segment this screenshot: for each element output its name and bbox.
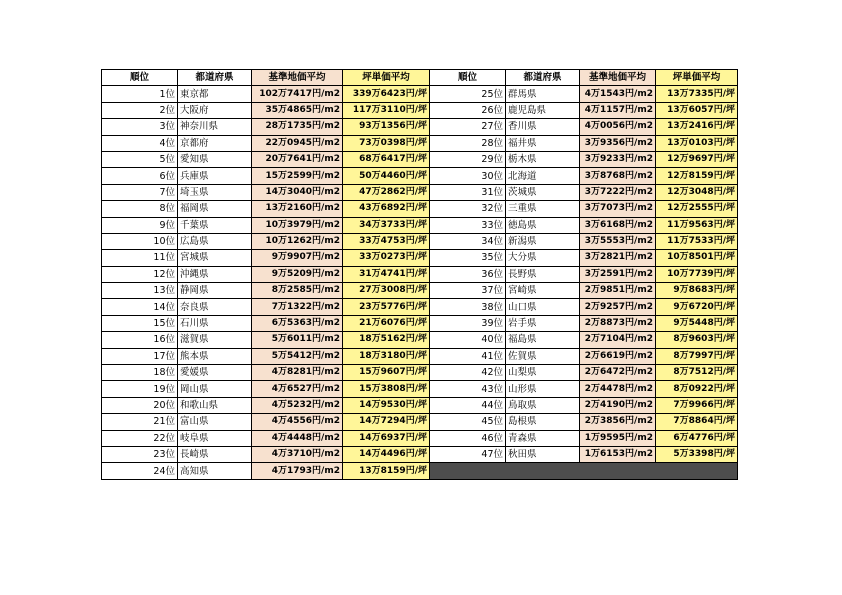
prefecture-cell: 滋賀県 [178,332,252,348]
land-price-cell: 2万9257円/m2 [580,299,656,315]
tsubo-price-cell: 13万2416円/坪 [656,119,738,135]
table-row [102,250,738,266]
land-price-cell: 28万1735円/m2 [252,119,343,135]
table-row [102,299,738,315]
prefecture-cell: 奈良県 [178,299,252,315]
land-price-cell: 10万1262円/m2 [252,233,343,249]
tsubo-price-cell: 11万9563円/坪 [656,217,738,233]
table-row [102,430,738,446]
land-price-cell: 4万3710円/m2 [252,446,343,462]
land-price-cell: 14万3040円/m2 [252,184,343,200]
tsubo-price-cell: 7万8864円/坪 [656,414,738,430]
prefecture-cell: 長崎県 [178,446,252,462]
prefecture-cell: 福岡県 [178,201,252,217]
tsubo-price-cell: 21万6076円/坪 [343,315,430,331]
rank-cell: 15位 [102,315,178,331]
tsubo-price-cell: 12万3048円/坪 [656,184,738,200]
prefecture-cell: 宮城県 [178,250,252,266]
land-price-cell: 2万7104円/m2 [580,332,656,348]
land-price-cell: 15万2599円/m2 [252,168,343,184]
prefecture-cell: 大分県 [506,250,580,266]
prefecture-cell: 福井県 [506,135,580,151]
rank-cell: 12位 [102,266,178,282]
tsubo-price-cell: 12万8159円/坪 [656,168,738,184]
tsubo-price-cell: 33万0273円/坪 [343,250,430,266]
rank-cell: 21位 [102,414,178,430]
prefecture-cell: 京都府 [178,135,252,151]
tsubo-price-cell: 10万7739円/坪 [656,266,738,282]
rank-cell: 40位 [430,332,506,348]
prefecture-cell: 北海道 [506,168,580,184]
tsubo-price-cell: 14万9530円/坪 [343,397,430,413]
table-row [102,414,738,430]
rank-cell: 1位 [102,86,178,102]
rank-cell: 22位 [102,430,178,446]
prefecture-cell: 熊本県 [178,348,252,364]
table-row [102,86,738,102]
tsubo-price-cell: 5万3398円/坪 [656,446,738,462]
table-body [102,86,738,479]
header-rank: 順位 [430,70,506,86]
tsubo-price-cell: 13万6057円/坪 [656,102,738,118]
land-price-cell: 13万2160円/m2 [252,201,343,217]
tsubo-price-cell: 9万8683円/坪 [656,283,738,299]
land-price-cell: 3万7222円/m2 [580,184,656,200]
land-price-cell: 3万9233円/m2 [580,151,656,167]
land-price-cell: 6万5363円/m2 [252,315,343,331]
tsubo-price-cell: 18万3180円/坪 [343,348,430,364]
prefecture-cell: 栃木県 [506,151,580,167]
table-row [102,201,738,217]
table-row [102,348,738,364]
land-price-cell: 9万5209円/m2 [252,266,343,282]
rank-cell: 23位 [102,446,178,462]
rank-cell: 35位 [430,250,506,266]
rank-cell: 10位 [102,233,178,249]
rank-cell: 32位 [430,201,506,217]
tsubo-price-cell: 34万3733円/坪 [343,217,430,233]
land-price-cell: 10万3979円/m2 [252,217,343,233]
tsubo-price-cell: 50万4460円/坪 [343,168,430,184]
tsubo-price-cell: 73万0398円/坪 [343,135,430,151]
land-price-cell: 3万5553円/m2 [580,233,656,249]
rank-cell: 3位 [102,119,178,135]
prefecture-cell: 静岡県 [178,283,252,299]
tsubo-price-cell: 117万3110円/坪 [343,102,430,118]
header-land-price: 基準地価平均 [252,70,343,86]
prefecture-cell: 山口県 [506,299,580,315]
tsubo-price-cell: 15万3808円/坪 [343,381,430,397]
tsubo-price-cell: 9万6720円/坪 [656,299,738,315]
rank-cell: 13位 [102,283,178,299]
rank-cell: 17位 [102,348,178,364]
land-price-cell: 3万6168円/m2 [580,217,656,233]
land-price-cell: 4万0056円/m2 [580,119,656,135]
rank-cell: 8位 [102,201,178,217]
header-prefecture: 都道府県 [178,70,252,86]
rank-cell: 45位 [430,414,506,430]
tsubo-price-cell: 12万9697円/坪 [656,151,738,167]
prefecture-cell: 富山県 [178,414,252,430]
rank-cell: 46位 [430,430,506,446]
prefecture-cell: 岡山県 [178,381,252,397]
table-row [102,381,738,397]
prefecture-cell: 埼玉県 [178,184,252,200]
prefecture-cell: 大阪府 [178,102,252,118]
prefecture-cell: 佐賀県 [506,348,580,364]
header-land-price: 基準地価平均 [580,70,656,86]
rank-cell: 27位 [430,119,506,135]
rank-cell: 41位 [430,348,506,364]
land-price-cell: 5万6011円/m2 [252,332,343,348]
prefecture-cell: 沖縄県 [178,266,252,282]
prefecture-cell: 茨城県 [506,184,580,200]
table-row [102,365,738,381]
tsubo-price-cell: 13万0103円/坪 [656,135,738,151]
rank-cell: 42位 [430,365,506,381]
table-row [102,184,738,200]
prefecture-cell: 石川県 [178,315,252,331]
land-price-cell: 2万8873円/m2 [580,315,656,331]
rank-cell: 18位 [102,365,178,381]
header-row [102,70,738,86]
land-price-cell: 3万9356円/m2 [580,135,656,151]
land-price-cell: 1万6153円/m2 [580,446,656,462]
prefecture-cell: 広島県 [178,233,252,249]
prefecture-cell: 高知県 [178,463,252,479]
rank-cell: 47位 [430,446,506,462]
rank-cell: 9位 [102,217,178,233]
header-rank: 順位 [102,70,178,86]
rank-cell: 33位 [430,217,506,233]
prefecture-cell: 山形県 [506,381,580,397]
rank-cell: 44位 [430,397,506,413]
prefecture-cell: 兵庫県 [178,168,252,184]
prefecture-cell: 秋田県 [506,446,580,462]
table-row [102,233,738,249]
table-row [102,168,738,184]
tsubo-price-cell: 8万7512円/坪 [656,365,738,381]
land-price-cell: 4万6527円/m2 [252,381,343,397]
land-price-cell: 3万2591円/m2 [580,266,656,282]
prefecture-cell: 鹿児島県 [506,102,580,118]
tsubo-price-cell: 23万5776円/坪 [343,299,430,315]
land-price-cell: 20万7641円/m2 [252,151,343,167]
rank-cell: 6位 [102,168,178,184]
land-price-cell: 9万9907円/m2 [252,250,343,266]
prefecture-cell: 群馬県 [506,86,580,102]
rank-cell: 11位 [102,250,178,266]
empty-filler-cell [430,463,738,479]
prefecture-cell: 千葉県 [178,217,252,233]
tsubo-price-cell: 12万2555円/坪 [656,201,738,217]
rank-cell: 7位 [102,184,178,200]
rank-cell: 36位 [430,266,506,282]
tsubo-price-cell: 7万9966円/坪 [656,397,738,413]
tsubo-price-cell: 33万4753円/坪 [343,233,430,249]
table-row [102,266,738,282]
tsubo-price-cell: 18万5162円/坪 [343,332,430,348]
prefecture-cell: 青森県 [506,430,580,446]
header-prefecture: 都道府県 [506,70,580,86]
prefecture-cell: 福島県 [506,332,580,348]
tsubo-price-cell: 15万9607円/坪 [343,365,430,381]
land-price-cell: 3万8768円/m2 [580,168,656,184]
rank-cell: 19位 [102,381,178,397]
tsubo-price-cell: 8万9603円/坪 [656,332,738,348]
tsubo-price-cell: 6万4776円/坪 [656,430,738,446]
land-price-cell: 102万7417円/m2 [252,86,343,102]
rank-cell: 2位 [102,102,178,118]
tsubo-price-cell: 43万6892円/坪 [343,201,430,217]
rank-cell: 25位 [430,86,506,102]
tsubo-price-cell: 27万3008円/坪 [343,283,430,299]
table-row [102,151,738,167]
land-price-cell: 3万7073円/m2 [580,201,656,217]
prefecture-cell: 山梨県 [506,365,580,381]
table-row [102,119,738,135]
land-price-cell: 4万1793円/m2 [252,463,343,479]
land-price-cell: 2万6472円/m2 [580,365,656,381]
tsubo-price-cell: 8万7997円/坪 [656,348,738,364]
land-price-cell: 22万0945円/m2 [252,135,343,151]
rank-cell: 30位 [430,168,506,184]
land-price-cell: 4万8281円/m2 [252,365,343,381]
land-price-cell: 2万4478円/m2 [580,381,656,397]
prefecture-cell: 新潟県 [506,233,580,249]
land-price-cell: 7万1322円/m2 [252,299,343,315]
table-row [102,135,738,151]
land-price-cell: 4万4556円/m2 [252,414,343,430]
land-price-cell: 5万5412円/m2 [252,348,343,364]
rank-cell: 16位 [102,332,178,348]
land-price-cell: 2万3856円/m2 [580,414,656,430]
tsubo-price-cell: 339万6423円/坪 [343,86,430,102]
table-row [102,315,738,331]
prefecture-cell: 神奈川県 [178,119,252,135]
header-tsubo-price: 坪単価平均 [656,70,738,86]
header-tsubo-price: 坪単価平均 [343,70,430,86]
rank-cell: 31位 [430,184,506,200]
prefecture-cell: 徳島県 [506,217,580,233]
prefecture-cell: 鳥取県 [506,397,580,413]
rank-cell: 26位 [430,102,506,118]
table-row [102,102,738,118]
tsubo-price-cell: 47万2862円/坪 [343,184,430,200]
prefecture-cell: 岐阜県 [178,430,252,446]
tsubo-price-cell: 14万7294円/坪 [343,414,430,430]
land-price-cell: 35万4865円/m2 [252,102,343,118]
rank-cell: 38位 [430,299,506,315]
rank-cell: 5位 [102,151,178,167]
rank-cell: 34位 [430,233,506,249]
land-price-cell: 3万2821円/m2 [580,250,656,266]
rank-cell: 39位 [430,315,506,331]
rank-cell: 43位 [430,381,506,397]
table-row [102,283,738,299]
tsubo-price-cell: 68万6417円/坪 [343,151,430,167]
prefecture-cell: 愛知県 [178,151,252,167]
table-row [102,217,738,233]
tsubo-price-cell: 14万6937円/坪 [343,430,430,446]
prefecture-cell: 島根県 [506,414,580,430]
land-price-cell: 4万5232円/m2 [252,397,343,413]
land-price-cell: 4万4448円/m2 [252,430,343,446]
prefecture-cell: 東京都 [178,86,252,102]
land-price-cell: 2万6619円/m2 [580,348,656,364]
rank-cell: 4位 [102,135,178,151]
prefecture-cell: 三重県 [506,201,580,217]
prefecture-cell: 長野県 [506,266,580,282]
prefecture-cell: 和歌山県 [178,397,252,413]
tsubo-price-cell: 9万5448円/坪 [656,315,738,331]
land-price-cell: 4万1157円/m2 [580,102,656,118]
tsubo-price-cell: 10万8501円/坪 [656,250,738,266]
tsubo-price-cell: 11万7533円/坪 [656,233,738,249]
tsubo-price-cell: 14万4496円/坪 [343,446,430,462]
table-row [102,332,738,348]
land-price-cell: 1万9595円/m2 [580,430,656,446]
table-row [102,397,738,413]
rank-cell: 20位 [102,397,178,413]
rank-cell: 14位 [102,299,178,315]
prefecture-cell: 宮崎県 [506,283,580,299]
rank-cell: 29位 [430,151,506,167]
land-price-cell: 2万9851円/m2 [580,283,656,299]
prefecture-cell: 香川県 [506,119,580,135]
prefecture-cell: 愛媛県 [178,365,252,381]
prefecture-land-price-table [101,69,738,480]
table-row [102,463,738,479]
tsubo-price-cell: 93万1356円/坪 [343,119,430,135]
rank-cell: 37位 [430,283,506,299]
land-price-cell: 2万4190円/m2 [580,397,656,413]
tsubo-price-cell: 31万4741円/坪 [343,266,430,282]
tsubo-price-cell: 13万7335円/坪 [656,86,738,102]
table-row [102,446,738,462]
tsubo-price-cell: 8万0922円/坪 [656,381,738,397]
rank-cell: 28位 [430,135,506,151]
land-price-cell: 4万1543円/m2 [580,86,656,102]
prefecture-cell: 岩手県 [506,315,580,331]
land-price-cell: 8万2585円/m2 [252,283,343,299]
tsubo-price-cell: 13万8159円/坪 [343,463,430,479]
rank-cell: 24位 [102,463,178,479]
